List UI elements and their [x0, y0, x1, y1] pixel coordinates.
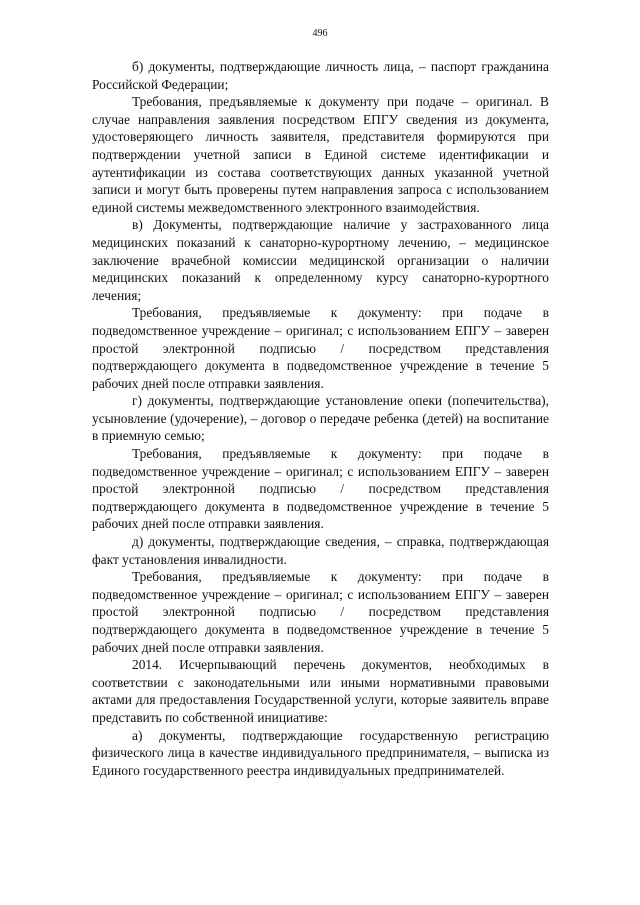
document-body	[92, 58, 549, 779]
paragraph-clause-2014: 2014. Исчерпывающий перечень документов, необходимых в соответствии с законодательными или иными нормативными правовыми актами для предоставления Государственной услуги, которые заявитель вправе представить по собственной инициативе:	[92, 657, 549, 725]
paragraph-requirements-identity: Требования, предъявляемые к документу при подаче – оригинал. В случае направления заявления посредством ЕПГУ сведения из документа, удостоверяющего личность заявителя, представителя формируются при подтверждении учетной записи в Единой системе идентификации и аутентификации из состава соответствующих данных указанной учетной записи и могут быть проверены путем направления запроса с использованием единой системы межведомственного электронного взаимодействия.	[92, 94, 549, 215]
paragraph-requirements-medical: Требования, предъявляемые к документу: при подаче в подведомственное учреждение – оригинал; с использованием ЕПГУ – заверен простой электронной подписью / посредством представления подтверждающего документа в подведомственное учреждение в течение 5 рабочих дней после отправки заявления.	[92, 305, 549, 391]
paragraph-item-g-guardianship-docs: г) документы, подтверждающие установление опеки (попечительства), усыновление (удочерение), – договор о передаче ребенка (детей) на воспитание в приемную семью;	[92, 393, 549, 444]
paragraph-item-b-identity-docs: б) документы, подтверждающие личность лица, – паспорт гражданина Российской Федерации;	[92, 59, 549, 92]
paragraph-requirements-disability: Требования, предъявляемые к документу: при подаче в подведомственное учреждение – оригинал; с использованием ЕПГУ – заверен простой электронной подписью / посредством представления подтверждающего документа в подведомственное учреждение в течение 5 рабочих дней после отправки заявления.	[92, 569, 549, 655]
page-number: 496	[312, 28, 328, 39]
paragraph-item-v-medical-docs: в) Документы, подтверждающие наличие у застрахованного лица медицинских показаний к санаторно-курортному лечению, – медицинское заключение врачебной комиссии медицинской организации о наличии медицинских показаний к определенному курсу санаторно-курортного лечения;	[92, 217, 549, 303]
paragraph-item-d-disability-docs: д) документы, подтверждающие сведения, – справка, подтверждающая факт установления инвалидности.	[92, 534, 549, 567]
paragraph-requirements-guardianship: Требования, предъявляемые к документу: при подаче в подведомственное учреждение – оригинал; с использованием ЕПГУ – заверен простой электронной подписью / посредством представления подтверждающего документа в подведомственное учреждение в течение 5 рабочих дней после отправки заявления.	[92, 446, 549, 532]
paragraph-item-a-entrepreneur-docs: а) документы, подтверждающие государственную регистрацию физического лица в качестве индивидуального предпринимателя, – выписка из Единого государственного реестра индивидуальных предпринимателей.	[92, 727, 549, 778]
